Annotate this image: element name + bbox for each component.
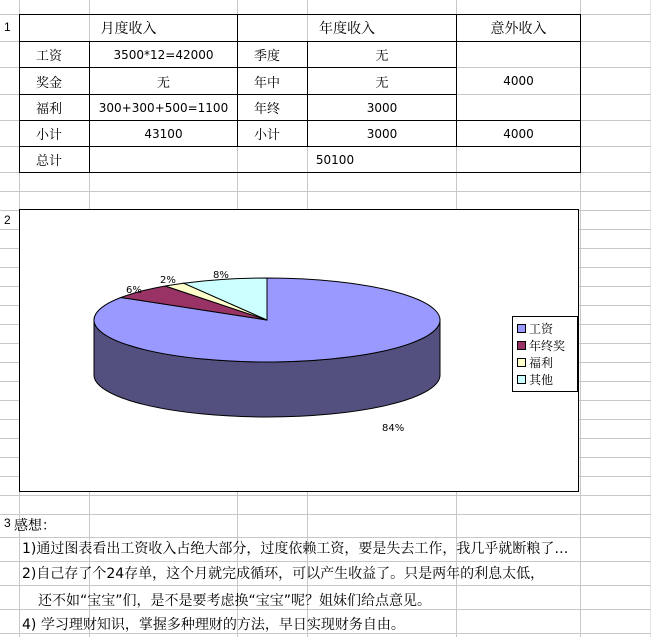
- legend-item: [517, 354, 577, 371]
- cell-yearend-label[interactable]: 年终: [254, 102, 281, 117]
- cell-bonus-value[interactable]: 无: [156, 75, 170, 91]
- legend-swatch: [517, 341, 526, 350]
- pie-data-label: 84%: [382, 423, 405, 434]
- note-line: 2)自己存了个24存单，这个月就完成循环，可以产生收益了。只是两年的利息太低，: [22, 566, 545, 582]
- legend-label: 工资: [529, 322, 554, 336]
- legend-label: 福利: [529, 356, 554, 370]
- cell-total-label[interactable]: 总计: [36, 154, 63, 169]
- pie-chart-canvas: [20, 210, 580, 493]
- legend-label: 其他: [529, 373, 554, 387]
- note-line: 4) 学习理财知识，掌握多种理财的方法，早日实现财务自由。: [22, 617, 405, 633]
- cell-total-value[interactable]: 50100: [315, 152, 355, 167]
- cell-yearend-value[interactable]: 3000: [366, 100, 398, 115]
- cell-salary-value[interactable]: 3500*12=42000: [113, 47, 214, 62]
- legend-item: [517, 337, 577, 354]
- notes-heading: 感想：: [14, 518, 56, 534]
- row-number: 1: [4, 20, 11, 34]
- pie-data-label: 6%: [126, 285, 142, 296]
- legend-item: [517, 320, 577, 337]
- cell-salary-label[interactable]: 工资: [36, 49, 63, 64]
- cell-monthly-subtotal-label[interactable]: 小计: [36, 128, 63, 143]
- legend-item: [517, 371, 577, 388]
- cell-midyear-value[interactable]: 无: [375, 75, 389, 91]
- header-extra-income[interactable]: 意外收入: [490, 21, 547, 37]
- cell-extra-subtotal[interactable]: 4000: [503, 126, 534, 141]
- cell-extra-value[interactable]: 4000: [503, 74, 534, 88]
- cell-yearly-subtotal-value[interactable]: 3000: [366, 126, 398, 141]
- header-yearly-income[interactable]: 年度收入: [319, 21, 375, 37]
- legend-swatch: [517, 358, 526, 367]
- cell-quarterly-value[interactable]: 无: [375, 49, 389, 64]
- cell-midyear-label[interactable]: 年中: [254, 75, 281, 91]
- legend-swatch: [517, 375, 526, 384]
- pie-data-label: 2%: [160, 275, 176, 286]
- cell-welfare-label[interactable]: 福利: [36, 102, 63, 117]
- cell-yearly-subtotal-label[interactable]: 小计: [254, 128, 281, 143]
- legend-swatch: [517, 324, 526, 333]
- pie-chart[interactable]: [19, 209, 579, 492]
- cell-quarterly-label[interactable]: 季度: [254, 49, 281, 64]
- note-line: 1)通过图表看出工资收入占绝大部分，过度依赖工资，要是失去工作，我几乎就断粮了…: [22, 541, 569, 557]
- cell-bonus-label[interactable]: 奖金: [36, 75, 63, 91]
- cell-welfare-value[interactable]: 300+300+500=1100: [98, 100, 229, 115]
- pie-data-label: 8%: [213, 270, 229, 281]
- note-line: 还不如“宝宝”们，是不是要考虑换“宝宝”呢？姐妹们给点意见。: [38, 593, 432, 609]
- chart-legend[interactable]: [512, 316, 578, 392]
- legend-label: 年终奖: [529, 339, 566, 353]
- row-number: 3: [4, 516, 11, 530]
- row-number: 2: [4, 213, 11, 227]
- cell-monthly-subtotal-value[interactable]: 43100: [144, 126, 183, 141]
- header-monthly-income[interactable]: 月度收入: [100, 21, 157, 37]
